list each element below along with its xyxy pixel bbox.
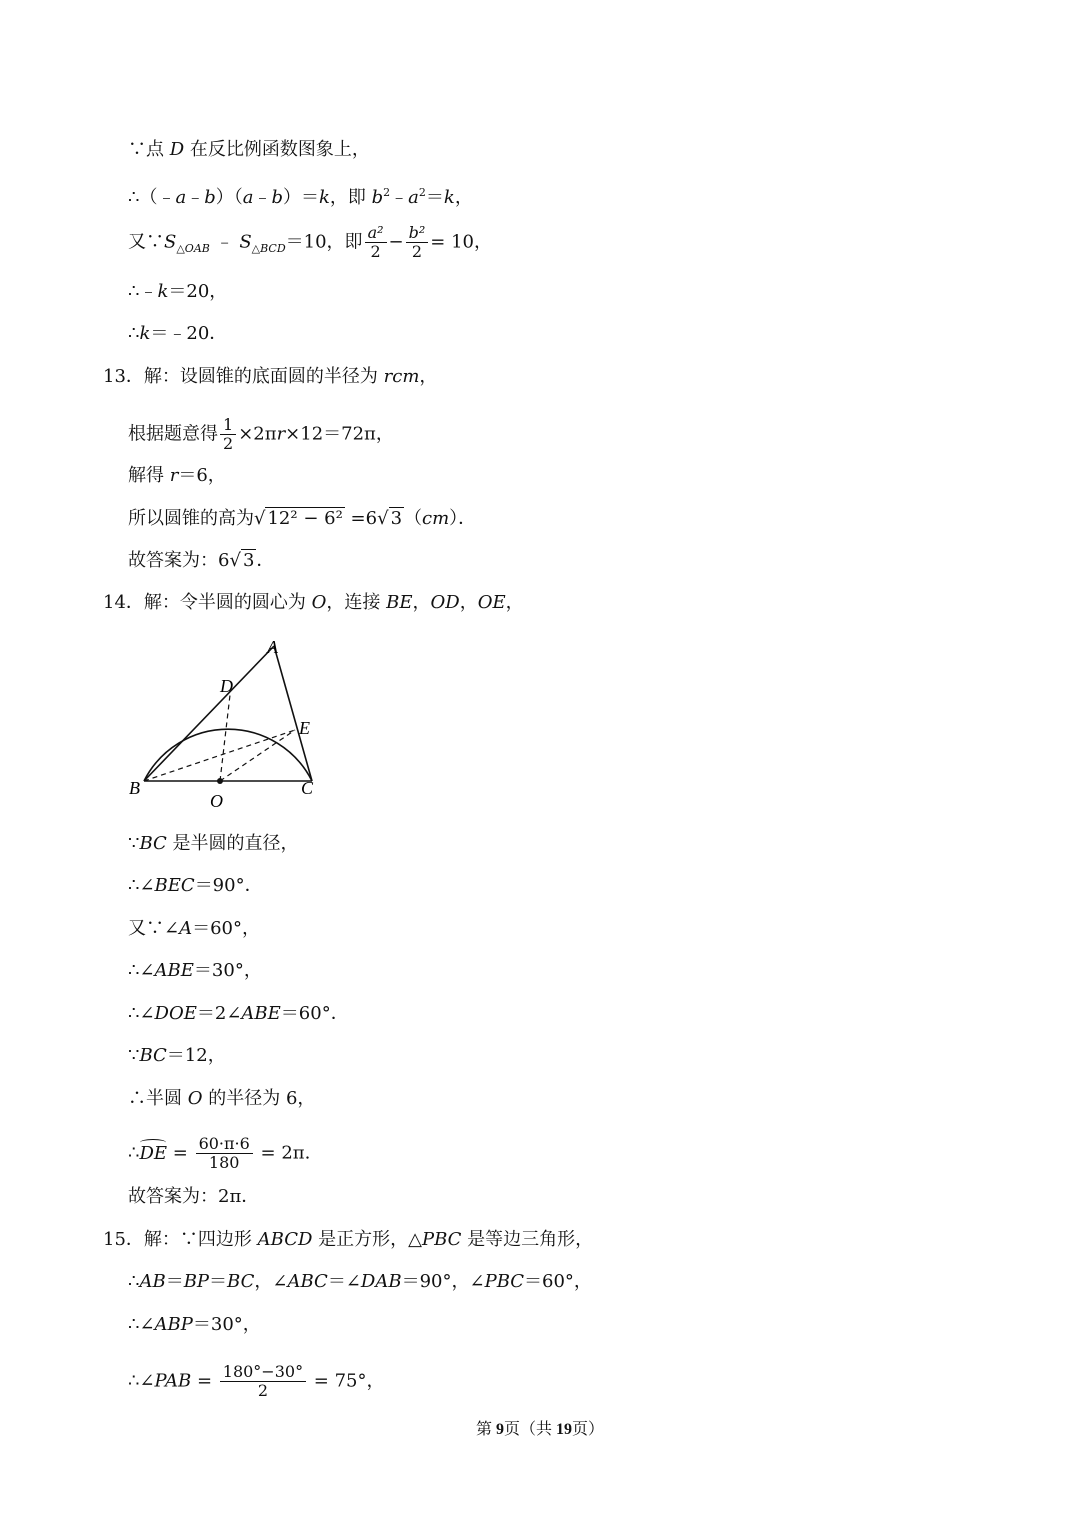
text-line (128, 464, 226, 488)
fraction (406, 224, 429, 261)
text-line (128, 224, 492, 261)
question-number: 14． (103, 592, 144, 613)
var: PAB (154, 1370, 192, 1392)
text: ﹣ (253, 187, 272, 208)
page-footer (0, 1416, 1080, 1439)
text: = 75°， (308, 1370, 385, 1392)
text: 解：∵四边形 (143, 1229, 258, 1250)
text: ， (454, 187, 473, 208)
segment-ba (144, 646, 274, 781)
denominator: 180 (208, 1153, 240, 1172)
sqrt: √ 3 (229, 550, 255, 571)
question-number: 15． (103, 1229, 144, 1250)
text: 第 (475, 1421, 496, 1438)
text: ∴ (128, 1271, 140, 1292)
text: ∵点 (128, 139, 170, 160)
text: 又∵∠ (128, 918, 180, 939)
text: ∴半圆 (128, 1088, 188, 1109)
exponent: 2 (383, 186, 391, 199)
var: rcm (383, 366, 420, 387)
var: O (311, 592, 327, 613)
text: ∵ (128, 1045, 140, 1066)
var: k (443, 187, 455, 208)
denominator: 2 (370, 242, 381, 261)
text: ＝10，即 (285, 231, 363, 253)
sqrt: √ 12² − 6² (254, 508, 343, 529)
text: ＝30°， (193, 960, 262, 981)
text: ＝90°． (194, 875, 263, 896)
radicand: 3 (390, 508, 403, 529)
question-14-heading (103, 591, 524, 615)
var: r (169, 465, 179, 486)
text: ＝20， (168, 281, 228, 302)
var: PBC (484, 1271, 525, 1292)
text: ＝2∠ (196, 1003, 242, 1024)
text-line (128, 416, 394, 453)
text: 是半圆的直径， (166, 833, 299, 854)
text: ， (419, 366, 438, 387)
text: ×12＝72π， (285, 423, 394, 445)
var: O (187, 1088, 203, 1109)
text: ∴（﹣ (128, 187, 176, 208)
question-13-heading (103, 365, 437, 389)
var: S (239, 231, 252, 253)
text: 故答案为：2π． (128, 1186, 260, 1207)
text: ， (412, 592, 431, 613)
text: ＝60°， (192, 918, 260, 939)
var: cm (422, 508, 450, 529)
segment-oe (220, 730, 295, 781)
radicand: 12² − 6² (267, 508, 343, 529)
numerator: a² (365, 224, 387, 243)
text-line (128, 1185, 259, 1209)
text: ＝﹣20． (150, 323, 228, 344)
text: ﹣ (390, 187, 409, 208)
text: 故答案为：6 (128, 550, 230, 571)
var: DOE (154, 1003, 197, 1024)
var: b (271, 187, 283, 208)
text-line (128, 959, 262, 983)
text: 又∵ (128, 231, 164, 253)
text: ∴∠ (128, 1370, 155, 1392)
text: ∴ (128, 1142, 140, 1164)
numerator: b² (406, 224, 429, 243)
text: ． (256, 550, 275, 571)
denominator: 2 (223, 434, 234, 453)
var: AB (139, 1271, 166, 1292)
var: BP (183, 1271, 210, 1292)
text: ∴∠ (128, 960, 155, 981)
fraction (220, 1363, 306, 1400)
text: ）＝ (282, 187, 319, 208)
text: ）（ (215, 187, 243, 208)
text-line (128, 1002, 349, 1026)
var: BEC (154, 875, 195, 896)
text-line (128, 1363, 385, 1400)
numerator: 60·π·6 (196, 1135, 253, 1154)
var: OE (477, 592, 506, 613)
text-line (128, 874, 263, 898)
fraction (196, 1135, 253, 1172)
var: BE (386, 592, 413, 613)
question-number: 13． (103, 366, 144, 387)
segment-ac (274, 646, 312, 781)
text: ﹣ (186, 187, 205, 208)
text: ∴∠ (128, 1314, 155, 1335)
label-d: D (220, 676, 233, 696)
text: = (191, 1370, 218, 1392)
text: = 10， (430, 231, 492, 253)
label-a: A (267, 637, 278, 657)
text: 解得 (128, 465, 170, 486)
text: ， (505, 592, 524, 613)
text: 页） (572, 1421, 605, 1438)
text: =6 (344, 508, 378, 529)
arc-de: DE (139, 1142, 168, 1164)
text: ＝60°． (280, 1003, 349, 1024)
center-point-o (217, 778, 223, 784)
page-number: 9 (495, 1421, 504, 1438)
text: − (388, 231, 404, 253)
var: ABE (241, 1003, 281, 1024)
total-pages: 19 (556, 1421, 572, 1438)
text: ＝30°， (192, 1314, 261, 1335)
text: 解：设圆锥的底面圆的半径为 (143, 366, 384, 387)
label-e: E (299, 718, 310, 738)
text: ∴∠ (128, 875, 155, 896)
text: ∵ (128, 833, 140, 854)
text: ∴ (128, 323, 140, 344)
text-line (128, 917, 260, 941)
text: ，即 (329, 187, 372, 208)
text-line (128, 1313, 261, 1337)
denominator: 2 (411, 242, 423, 261)
text: ， (459, 592, 478, 613)
semicircle-triangle-figure (125, 632, 325, 812)
var: k (157, 281, 169, 302)
text: ＝90°，∠ (401, 1271, 485, 1292)
text: 是等边三角形， (461, 1229, 594, 1250)
text: ＝60°， (524, 1271, 592, 1292)
var: b (204, 187, 216, 208)
var: S (164, 231, 177, 253)
text: = (167, 1142, 194, 1164)
text-line (128, 280, 227, 304)
text: 页（共 (503, 1421, 556, 1438)
text: ）． (449, 508, 477, 529)
text: ，∠ (254, 1271, 288, 1292)
var: k (139, 323, 151, 344)
sqrt: √ 3 (377, 508, 403, 529)
var: BC (139, 833, 167, 854)
exponent: 2 (418, 186, 426, 199)
var: D (169, 139, 185, 160)
text: 根据题意得 (128, 423, 218, 445)
text: 在反比例函数图象上， (184, 139, 370, 160)
subscript: △BCD (251, 242, 286, 256)
var: a (175, 187, 187, 208)
fraction (365, 224, 387, 261)
text-line (128, 181, 473, 210)
text: ＝6， (178, 465, 226, 486)
var: DAB (360, 1271, 402, 1292)
text-line (128, 1270, 592, 1294)
var: ABC (287, 1271, 328, 1292)
denominator: 2 (257, 1381, 269, 1400)
var: a (408, 187, 419, 208)
text: = 2π. (254, 1142, 311, 1164)
label-o: O (210, 791, 223, 811)
text-line (128, 507, 476, 531)
text-line (128, 1087, 315, 1111)
question-15-heading (103, 1228, 593, 1252)
text: ∴﹣ (128, 281, 158, 302)
subscript: △OAB (176, 242, 210, 256)
text: ×2π (238, 423, 277, 445)
text-line (128, 322, 227, 346)
text: ，连接 (326, 592, 387, 613)
var: a (242, 187, 254, 208)
segment-od (220, 695, 230, 781)
var: BC (139, 1045, 167, 1066)
text: ＝ (209, 1271, 228, 1292)
var: b (371, 187, 384, 208)
text: 的半径为 6， (202, 1088, 316, 1109)
text: ＝ (165, 1271, 184, 1292)
text-line (128, 1135, 310, 1172)
var: ABCD (257, 1229, 313, 1250)
text: ＝ (425, 187, 444, 208)
var: r (276, 423, 286, 445)
var: k (318, 187, 330, 208)
label-c: C (301, 778, 314, 798)
label-b: B (129, 778, 140, 798)
var: OD (430, 592, 460, 613)
text: 所以圆锥的高为 (128, 508, 254, 529)
text-line (128, 1044, 226, 1068)
segment-be (144, 730, 295, 781)
fraction (220, 416, 236, 453)
var: BC (227, 1271, 255, 1292)
text: ＝12， (166, 1045, 226, 1066)
radicand: 3 (242, 550, 255, 571)
text: 是正方形，△ (312, 1229, 422, 1250)
text-line (128, 832, 299, 856)
text: （ (404, 508, 423, 529)
numerator: 1 (220, 416, 236, 435)
text: ∴∠ (128, 1003, 155, 1024)
numerator: 180°−30° (220, 1363, 306, 1382)
var: PBC (421, 1229, 462, 1250)
var: ABE (154, 960, 194, 981)
text-line (128, 138, 370, 162)
text: ﹣ (215, 231, 234, 253)
var: ABP (154, 1314, 193, 1335)
text-line (128, 549, 274, 573)
var: A (179, 918, 193, 939)
text: ＝∠ (327, 1271, 361, 1292)
text: 解：令半圆的圆心为 (143, 592, 312, 613)
